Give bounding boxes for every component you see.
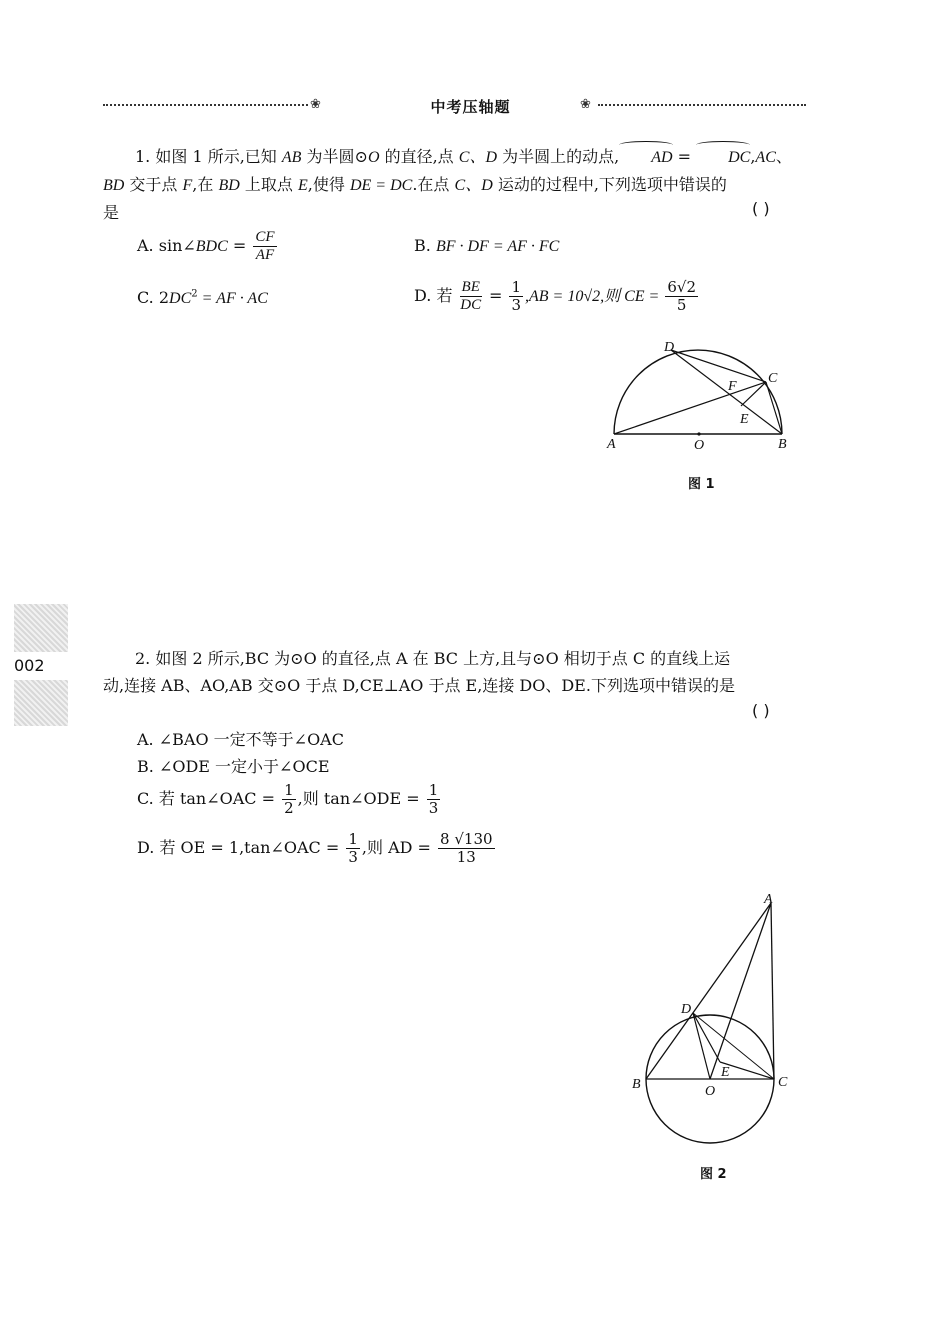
q1-arc-ad: AD	[619, 144, 672, 171]
fig1-label-d: D	[664, 340, 675, 355]
fig1-label-f: F	[728, 379, 737, 394]
q1-seg-bd: BD	[103, 177, 125, 194]
frac-num: 1	[348, 830, 358, 848]
q1-option-d-pre: 若	[436, 286, 458, 305]
figure-2	[625, 885, 795, 1150]
fig2-line-ab	[646, 903, 771, 1079]
q1-option-c-mid: DC	[169, 290, 192, 307]
q1-seg: 交于点	[124, 175, 183, 194]
q1-seg: 的直径,点	[379, 147, 459, 166]
fig2-label-d: D	[681, 1002, 692, 1017]
page-title: 中考压轴题	[430, 98, 511, 116]
q1-seg-bd2: BD	[218, 177, 240, 194]
figure-2-caption: 图 2	[700, 1167, 727, 1182]
q2-line1	[103, 645, 808, 672]
q1-option-d	[414, 279, 700, 314]
fig1-label-a: A	[607, 437, 616, 452]
fig1-semicircle	[614, 350, 782, 434]
fig1-label-o: O	[694, 438, 705, 453]
q1-line1	[103, 143, 808, 171]
frac-num: 6√2	[667, 278, 697, 296]
fig2-label-c: C	[778, 1075, 788, 1090]
frac-den: 13	[456, 848, 476, 866]
q1-seg: =	[672, 147, 697, 166]
fig1-label-e: E	[740, 412, 749, 427]
q1-option-c-pre: 2	[158, 288, 170, 307]
fig1-chord-bc	[766, 382, 782, 434]
frac-num: 1	[428, 781, 439, 799]
q1-option-d-label: D.	[414, 286, 432, 305]
q2-option-c-label: C.	[137, 789, 154, 808]
fig1-chord-bd	[671, 350, 782, 434]
q1-option-a-pre: sin∠	[158, 236, 196, 255]
q1-seg-cd: C、D	[458, 149, 497, 166]
q1-seg: 运动的过程中,下列选项中错误的	[492, 175, 727, 194]
q2-option-c-frac1	[282, 782, 296, 817]
q1-option-d-frac3	[665, 279, 698, 314]
q1-text	[103, 143, 808, 226]
q1-option-d-frac1	[460, 279, 482, 314]
q1-seg: 为半圆上的动点,	[497, 147, 620, 166]
q1-option-a	[137, 229, 279, 264]
q2-line2: 动,连接 AB、AO,AB 交⊙O 于点 D,CE⊥AO 于点 E,连接 DO、DE.下列选项中错误的是	[103, 676, 735, 695]
q1-seg-o: O	[367, 149, 380, 166]
q2-option-c-frac2	[427, 782, 441, 817]
frac-den: DC	[460, 297, 482, 313]
frac-num: CF	[255, 229, 275, 245]
header-rule-right	[598, 104, 806, 106]
q1-arc-dc: DC	[696, 144, 750, 171]
q2-option-d-frac2	[438, 831, 495, 866]
q1-number: 1.	[135, 147, 151, 166]
q2-option-c	[137, 782, 442, 817]
fig1-segment-ce	[741, 382, 766, 406]
q2-option-a-text: ∠BAO 一定不等于∠OAC	[158, 730, 344, 749]
frac-num: 1	[284, 781, 294, 799]
frac-num: 8 √130	[440, 830, 493, 848]
q1-option-a-label: A.	[137, 236, 154, 255]
q2-option-d-label: D.	[137, 838, 155, 857]
fig2-tangent-ac	[771, 903, 774, 1079]
frac-den: 3	[511, 296, 521, 314]
figure-1	[600, 335, 800, 460]
q2-answer-paren: ( )	[752, 701, 770, 720]
q1-option-d-mid: ,AB = 10√2,则 CE =	[524, 288, 664, 305]
q2-option-c-pre: 若 tan∠OAC =	[158, 789, 281, 808]
q1-option-b-label: B.	[414, 236, 431, 255]
q1-option-a-eq: =	[227, 236, 252, 255]
fig1-chord-dc	[671, 350, 766, 382]
q1-seg: ,使得	[307, 175, 350, 194]
frac-num: BE	[461, 279, 480, 295]
q1-seg: 上取点	[239, 175, 298, 194]
q2-number: 2.	[135, 649, 151, 668]
fig2-line-de	[693, 1013, 720, 1062]
q1-option-c-sup: 2	[191, 288, 198, 300]
fig2-line-dc	[693, 1013, 774, 1079]
header-ornament-right: ❀	[580, 97, 591, 112]
q1-option-a-fraction	[253, 229, 276, 264]
fig2-label-a: A	[764, 892, 773, 907]
header-ornament-left: ❀	[310, 97, 321, 112]
q1-option-b	[414, 236, 559, 256]
q2-option-b-text: ∠ODE 一定小于∠OCE	[158, 757, 330, 776]
fig2-label-o: O	[705, 1084, 716, 1099]
q1-option-d-frac2	[509, 279, 523, 314]
q1-seg-ac: AC	[755, 149, 776, 166]
q2-option-b-label: B.	[137, 757, 154, 776]
q2-option-a-label: A.	[137, 730, 154, 749]
figure-1-caption: 图 1	[688, 477, 715, 492]
fig2-label-e: E	[721, 1065, 730, 1080]
q1-seg-dedc: DE = DC	[349, 177, 413, 194]
q2-line1-text: 如图 2 所示,BC 为⊙O 的直径,点 A 在 BC 上方,且与⊙O 相切于点 C 的直线上运	[155, 649, 731, 668]
frac-den: 3	[428, 799, 439, 817]
frac-den: 3	[348, 848, 358, 866]
q1-seg-ab: AB	[281, 149, 302, 166]
q1-seg: ,	[750, 147, 756, 166]
q2-option-b	[137, 754, 330, 777]
fig1-label-c: C	[768, 371, 778, 386]
q1-seg: 、	[775, 147, 792, 166]
q1-answer-paren: ( )	[752, 199, 770, 218]
q2-option-d-mid: ,则 AD =	[361, 838, 437, 857]
frac-num: 1	[511, 278, 521, 296]
q1-seg: 如图 1 所示,已知	[155, 147, 282, 166]
q1-seg-f: F	[182, 177, 193, 194]
fig2-line-ao	[710, 903, 771, 1079]
page-number: 002	[14, 656, 45, 675]
q2-text	[103, 645, 808, 699]
q1-option-b-text: BF · DF = AF · FC	[435, 238, 560, 255]
q1-seg-e: E	[298, 177, 308, 194]
q1-seg: ,在	[192, 175, 219, 194]
fig2-line-do	[693, 1013, 710, 1079]
q1-option-c-label: C.	[137, 288, 154, 307]
q1-line2	[103, 171, 808, 199]
q2-option-c-mid: ,则 tan∠ODE =	[297, 789, 425, 808]
fig1-label-b: B	[778, 437, 787, 452]
q2-option-a	[137, 727, 344, 750]
q1-option-c	[137, 288, 268, 308]
fig2-label-b: B	[632, 1077, 641, 1092]
frac-den: 2	[284, 799, 294, 817]
frac-den: AF	[255, 247, 275, 263]
frac-den: 5	[676, 296, 687, 314]
q1-line3: 是	[103, 203, 120, 222]
q2-option-d-pre: 若 OE = 1,tan∠OAC =	[159, 838, 345, 857]
q1-seg-cd2: C、D	[454, 177, 493, 194]
side-texture-bottom	[14, 680, 68, 726]
q1-option-a-mid: BDC	[195, 238, 228, 255]
q2-option-d	[137, 831, 497, 866]
q1-option-d-eq: =	[483, 286, 508, 305]
fig1-center-dot	[697, 432, 700, 435]
q1-seg: 为半圆⊙	[301, 147, 368, 166]
q1-seg: .在点	[412, 175, 455, 194]
q2-option-d-frac1	[346, 831, 360, 866]
q1-option-c-text: = AF · AC	[197, 290, 268, 307]
side-texture-top	[14, 604, 68, 652]
